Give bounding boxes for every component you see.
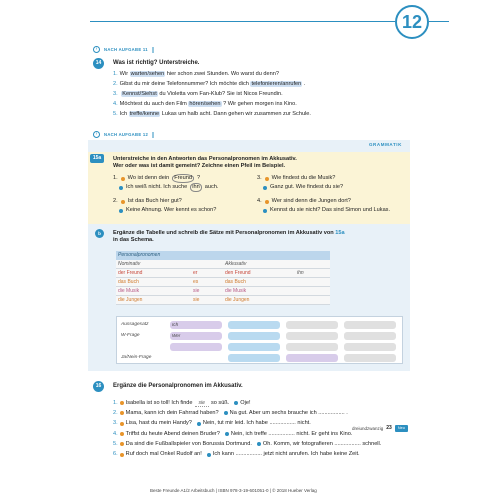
exercise-15a-instruction-1: Unterstreiche in den Antworten das Personalpronomen im Akkusativ.	[113, 156, 297, 162]
schema-slot[interactable]	[286, 332, 338, 340]
item-text-after: ? Wir gehen morgen ins Kino.	[223, 101, 297, 107]
header-blank	[191, 260, 223, 268]
item-text-after: .	[303, 81, 306, 87]
underlined-pronoun: ihn	[192, 184, 200, 190]
dialog-question-end: ?	[196, 175, 201, 181]
list-item	[113, 111, 311, 121]
item-number: 5.	[113, 111, 118, 117]
speaker-a-text: Da sind die Fußballspieler von Borussia Dortmund.	[125, 440, 252, 447]
list-item	[113, 81, 311, 91]
table-row	[116, 296, 330, 305]
after-task-label: NACH AUFGABE 12	[104, 131, 149, 137]
dialog-1	[113, 174, 218, 192]
table-row	[116, 287, 330, 296]
item-text-before: Möchtest du auch den Film	[119, 101, 187, 107]
schema-label: W-Frage	[121, 333, 140, 338]
schema-hand-text: Wer	[172, 333, 181, 338]
schema-slot[interactable]	[228, 321, 280, 329]
cell: die Jungen	[118, 296, 143, 303]
choice-highlight[interactable]: hören/sehen	[189, 101, 221, 107]
schema-slot[interactable]	[170, 332, 222, 340]
dialog-number: 4.	[257, 198, 262, 204]
header-akkusativ: Akkusativ	[225, 260, 247, 267]
choice-highlight[interactable]: Kennst/Siehst	[122, 91, 157, 97]
speaker-b-text: Oje!	[240, 399, 251, 406]
dialog-answer: Keine Ahnung. Wer kennt es schon?	[126, 207, 217, 213]
speaker-a-text: Lisa, hast du mein Handy?	[125, 420, 192, 427]
unit-number-badge	[395, 5, 429, 39]
speaker-b-text: Nein, ich treffe ................. nicht. Er geht ins Kino.	[230, 430, 353, 437]
dialog-question: Wer sind denn die Jungen dort?	[271, 198, 351, 204]
item-text-before: Gibst du mir deine Telefonnummer? Ich möchte dich	[119, 81, 249, 87]
item-text-before: Ich	[119, 111, 128, 117]
marker-bar	[152, 47, 154, 53]
exercise-15a-instruction-2: Wer oder was ist damit gemeint? Zeichne einen Pfeil im Beispiel.	[113, 163, 286, 169]
cell: die Musik	[225, 287, 247, 294]
item-number: 5.	[113, 440, 118, 447]
dialog-number: 3.	[257, 175, 262, 181]
item-number: 3.	[113, 420, 118, 427]
header-rule-left	[90, 21, 395, 22]
sentence-schema	[116, 316, 403, 364]
page-tag: Neu	[395, 425, 408, 432]
footer-copyright: Beste Freunde A1/2 Arbeitsbuch | ISBN 978-3-19-601051-0 | © 2018 Hueber Verlag	[150, 488, 317, 493]
item-number: 6.	[113, 451, 118, 458]
cell: den Freund	[225, 269, 251, 276]
exercise-16-list	[113, 398, 384, 460]
list-item	[113, 449, 381, 459]
item-number: 1.	[113, 71, 118, 77]
item-number: 1.	[113, 399, 118, 406]
cell-answer[interactable]	[295, 278, 330, 286]
schema-slot[interactable]	[286, 354, 338, 362]
exercise-15b-badge: b	[95, 229, 104, 238]
after-task-label: NACH AUFGABE 11	[104, 46, 148, 52]
dialog-number: 1.	[113, 175, 118, 181]
schema-slot[interactable]	[344, 321, 396, 329]
item-number: 2.	[113, 81, 118, 87]
speaker-a-dot-icon	[265, 177, 269, 181]
item-number: 4.	[113, 101, 118, 107]
speaker-b-dot-icon	[257, 442, 261, 446]
header-rule-right	[429, 21, 449, 22]
speaker-b-dot-icon	[225, 432, 229, 436]
speaker-b-dot-icon	[207, 453, 211, 457]
table-row	[116, 269, 330, 278]
page-number-word: dreiundzwanzig	[352, 425, 384, 431]
speaker-b-text: Nein, tut mir leid. Ich habe ................. nicht.	[202, 420, 311, 427]
speaker-a-text: Isabella ist so toll! Ich finde	[125, 399, 193, 406]
item-number: 2.	[113, 409, 118, 416]
cell: die Musik	[118, 287, 140, 294]
speaker-b-text: Ich kann ................. jetzt nicht anrufen. Ich habe keine Zeit.	[212, 451, 360, 458]
choice-highlight[interactable]: treffe/kenne	[129, 111, 160, 117]
schema-slot[interactable]	[170, 321, 222, 329]
speaker-a-dot-icon	[265, 200, 269, 204]
dialog-question: Wie findest du die Musik?	[271, 175, 336, 181]
pronoun-table	[116, 251, 330, 305]
header-nominativ: Nominativ	[118, 260, 141, 267]
answer-fill[interactable]: sie	[195, 400, 209, 407]
speaker-b-dot-icon	[119, 209, 123, 213]
list-item	[113, 439, 381, 449]
speaker-b-text: Na gut. Aber um sechs brauche ich ................. .	[229, 409, 348, 416]
pronoun-table-header	[116, 260, 330, 269]
after-task-marker-1	[93, 46, 154, 53]
exercise-15b-instruction-1	[113, 230, 345, 237]
grammar-label: GRAMMATIK	[368, 142, 402, 147]
list-item	[113, 71, 311, 81]
schema-hand-text: Ich	[172, 322, 179, 327]
cell: sie	[193, 287, 200, 294]
arrow-right-icon: ›	[93, 131, 100, 138]
cell-answer[interactable]: ihn	[297, 269, 304, 276]
exercise-number-14: 14	[93, 58, 104, 69]
speaker-b-dot-icon	[224, 411, 228, 415]
arrow-right-icon: ›	[93, 46, 100, 53]
cell-answer[interactable]	[295, 287, 330, 295]
list-item	[113, 398, 381, 408]
cell-answer[interactable]	[295, 296, 330, 304]
page-number: 23	[386, 425, 392, 432]
cell: sie	[193, 296, 200, 303]
dialog-answer: Ich weiß nicht. Ich suche	[126, 184, 188, 190]
cell: es	[193, 278, 199, 285]
page-number-block	[352, 425, 408, 432]
speaker-b-text: Oh. Komm, wir fotografieren ................. schnell.	[262, 440, 382, 447]
schema-slot[interactable]	[344, 343, 396, 351]
dialog-2	[113, 197, 216, 215]
schema-slot[interactable]	[286, 321, 338, 329]
item-text-after: Lukas um halb acht. Dann gehen wir zusammen zur Schule.	[161, 111, 311, 117]
exercise-number-15a: 15a	[90, 154, 104, 163]
exercise-15b-instruction-2: in das Schema.	[113, 237, 154, 243]
dialog-3	[257, 174, 343, 192]
speaker-a-dot-icon	[120, 411, 124, 415]
pronoun-table-title: Personalpronomen	[116, 251, 330, 260]
dialog-answer: Ganz gut. Wie findest du sie?	[270, 184, 344, 190]
list-item	[113, 408, 381, 418]
list-item	[113, 419, 381, 429]
schema-slot[interactable]	[286, 343, 338, 351]
schema-row-yes-no-question	[117, 353, 172, 363]
schema-slot[interactable]	[228, 332, 280, 340]
list-item	[113, 91, 311, 101]
exercise-14-list	[113, 71, 311, 121]
dialog-4	[257, 197, 390, 215]
schema-slot[interactable]	[228, 343, 280, 351]
speaker-b-dot-icon	[263, 209, 267, 213]
dialog-question: Ist das Buch hier gut?	[127, 198, 182, 204]
choice-highlight[interactable]: warten/sehen	[130, 71, 165, 77]
speaker-b-dot-icon	[263, 186, 267, 190]
marker-bar	[152, 132, 154, 138]
speaker-a-dot-icon	[120, 453, 124, 457]
dialog-question: Wo ist denn dein	[127, 175, 170, 181]
header-blank	[295, 260, 330, 268]
after-task-marker-2	[93, 131, 154, 138]
choice-highlight[interactable]: telefonieren/anrufen	[251, 81, 302, 87]
speaker-b-dot-icon	[119, 186, 123, 190]
dialog-answer: Kennst du sie nicht? Das sind Simon und Lukas.	[270, 207, 391, 213]
speaker-a-text: Mama, kann ich dein Fahrrad haben?	[125, 409, 219, 416]
grammar-header	[88, 140, 410, 151]
table-row	[116, 278, 330, 287]
exercise-14-title: Was ist richtig? Unterstreiche.	[113, 60, 200, 66]
speaker-a-dot-icon	[121, 200, 125, 204]
speaker-a-dot-icon	[121, 177, 125, 181]
cell: die Jungen	[225, 296, 250, 303]
schema-label: Ja/Nein-Frage	[121, 355, 152, 360]
speaker-a-text-end: so süß.	[210, 399, 230, 406]
schema-row-w-question	[117, 331, 172, 341]
item-number: 3.	[113, 91, 118, 97]
item-text-before: Wir	[119, 71, 129, 77]
schema-slot[interactable]	[170, 343, 222, 351]
schema-slot[interactable]	[344, 354, 396, 362]
speaker-b-dot-icon	[197, 422, 201, 426]
instruction-text: Ergänze die Tabelle und schreib die Sätze mit Personalpronomen im Akkusativ von	[113, 230, 334, 236]
cell: er	[193, 269, 198, 276]
item-text-after: hier schon zwei Stunden. Wo warst du denn?	[166, 71, 279, 77]
cell: das Buch	[225, 278, 246, 285]
exercise-16-title: Ergänze die Personalpronomen im Akkusativ.	[113, 383, 243, 389]
speaker-b-dot-icon	[234, 401, 238, 405]
schema-slot[interactable]	[344, 332, 396, 340]
speaker-a-dot-icon	[120, 422, 124, 426]
speaker-a-dot-icon	[120, 442, 124, 446]
unit-number: 12	[401, 11, 423, 32]
dialog-number: 2.	[113, 198, 118, 204]
speaker-a-text: Ruf doch mal Onkel Rudolf an!	[125, 451, 202, 458]
speaker-a-dot-icon	[120, 432, 124, 436]
item-number: 4.	[113, 430, 118, 437]
cell: der Freund	[118, 269, 143, 276]
speaker-a-text: Triffst du heute Abend deinen Bruder?	[125, 430, 220, 437]
list-item	[113, 101, 311, 111]
instruction-ref: 15a	[335, 230, 345, 236]
schema-row-statement	[117, 320, 172, 330]
item-text-after: du Violetta vom Fan-Klub? Sie ist Nicos Freundin.	[159, 91, 283, 97]
list-item	[113, 429, 381, 439]
dialog-answer-end: auch.	[204, 184, 219, 190]
circled-word: Freund	[174, 175, 192, 181]
cell: das Buch	[118, 278, 139, 285]
schema-label: Aussagesatz	[121, 322, 149, 327]
speaker-a-dot-icon	[120, 401, 124, 405]
schema-slot[interactable]	[228, 354, 280, 362]
exercise-number-16: 16	[93, 381, 104, 392]
